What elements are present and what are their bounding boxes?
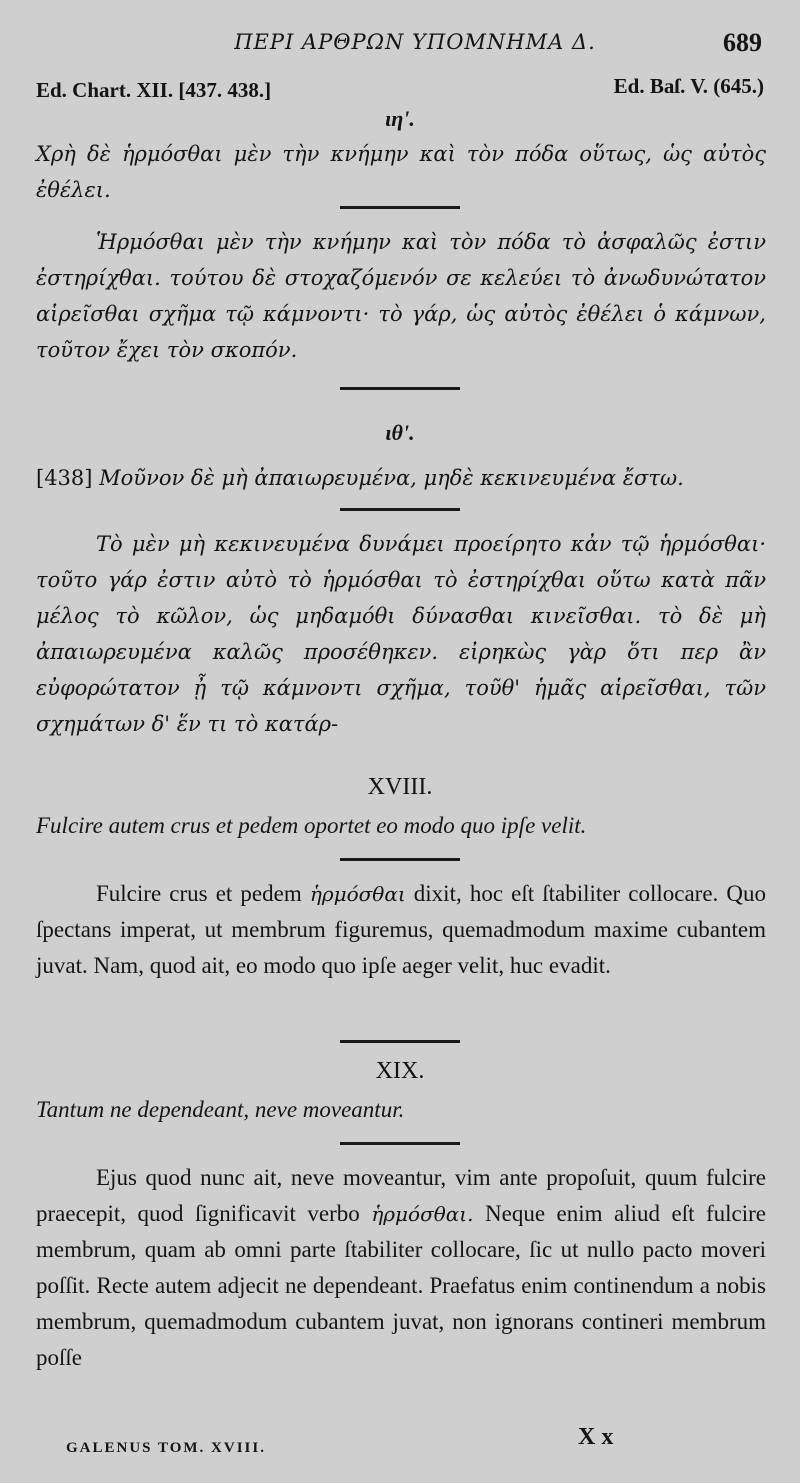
greek-lemma-18: Χρὴ δὲ ἡρμόσθαι μὲν τὴν κνήμην καὶ τὸν πόδα οὕτως, ὡς αὐτὸς ἐθέλει.	[36, 142, 766, 202]
latin-commentary-19-part1: Ejus quod nunc ait, neve moveantur, vim ante propoſuit, quum fulcire praecepit, quod ſignificavit verbo	[36, 1165, 766, 1226]
latin-commentary-18-part2: dixit, hoc eſt ſtabiliter collocare. Quo ſpectans imperat, ut membrum figuremus, quemadmodum maxime cubantem juvat. Nam, quod ait, eo modo quo ipſe aeger velit, huc evadit.	[36, 881, 767, 978]
greek-commentary-19: Τὸ μὲν μὴ κεκινευμένα δυνάμει προείρητο κἀν τῷ ἡρμόσθαι· τοῦτο γάρ ἐστιν αὐτὸ τὸ ἡρμόσθαι τὸ ἐστηρίχθαι οὕτω κατὰ πᾶν μέλος τὸ κῶλον, ὡς μηδαμόθι δύνασθαι κινεῖσθαι. τὸ δὲ μὴ ἀπαιωρευμένα καλῶς προσέθηκεν. εἰρηκὼς γὰρ ὅτι περ ἂν εὐφορώτατον ᾖ τῷ κάμνοντι σχῆμα, τοῦθ' ἡμᾶς αἱρεῖσθαι, τῶν σχημάτων δ' ἕν τι τὸ κατάρ-	[36, 532, 766, 736]
printer-signature: GALENUS TOM. XVIII.	[66, 1440, 266, 1456]
latin-commentary-18-greek-term: ἡρμόσθαι	[309, 882, 406, 906]
latin-section-number-19: XIX.	[375, 1058, 425, 1084]
divider-rule	[340, 858, 460, 861]
marginal-page-reference: [438]	[36, 466, 93, 490]
divider-rule	[340, 508, 460, 511]
latin-section-number-18: XVIII.	[367, 774, 433, 800]
page-number: 689	[723, 28, 762, 57]
edition-reference-chartier: Ed. Chart. XII. [437. 438.]	[36, 78, 272, 102]
greek-lemma-19	[36, 460, 766, 496]
latin-lemma-19: Tantum ne dependeant, neve moveantur.	[36, 1097, 405, 1122]
latin-commentary-18	[36, 876, 766, 984]
gathering-mark: X x	[578, 1424, 614, 1450]
divider-rule	[340, 1142, 460, 1145]
divider-rule	[340, 1040, 460, 1043]
latin-commentary-18-part1: Fulcire crus et pedem	[96, 881, 302, 906]
greek-commentary-18: Ἡρμόσθαι μὲν τὴν κνήμην καὶ τὸν πόδα τὸ ἀσφαλῶς ἐστιν ἐστηρίχθαι. τούτου δὲ στοχαζόμενόν σε κελεύει τὸ ἀνωδυνώτατον αἱρεῖσθαι σχῆμα τῷ κάμνοντι· τὸ γάρ, ὡς αὐτὸς ἐθέλει ὁ κάμνων, τοῦτον ἔχει τὸν σκοπόν.	[36, 230, 766, 362]
latin-commentary-19-greek-term: ἡρμόσθαι.	[371, 1202, 474, 1226]
greek-lemma-19-text: Μοῦνον δὲ μὴ ἀπαιωρευμένα, μηδὲ κεκινευμένα ἔστω.	[99, 466, 684, 490]
latin-commentary-19-part2: Neque enim aliud eſt fulcire membrum, quam ab omni parte ſtabiliter collocare, ſic ut nullo pacto moveri poſſit. Recte autem adjecit ne dependeant. Praefatus enim continendum a nobis membrum, quemadmodum cubantem juvat, non ignorans contineri membrum poſſe	[36, 1201, 767, 1370]
divider-rule	[340, 387, 460, 390]
latin-lemma-18: Fulcire autem crus et pedem oportet eo modo quo ipſe velit.	[36, 813, 587, 838]
latin-commentary-19	[36, 1160, 766, 1376]
running-title: ΠΕΡΙ ΑΡΘΡΩΝ ΥΠΟΜΝΗΜΑ Δ.	[234, 30, 596, 54]
edition-reference-basel: Ed. Baſ. V. (645.)	[613, 74, 764, 98]
divider-rule	[340, 206, 460, 209]
greek-section-number-19: ιθ'.	[385, 420, 415, 445]
greek-section-number-18: ιη'.	[385, 106, 415, 131]
